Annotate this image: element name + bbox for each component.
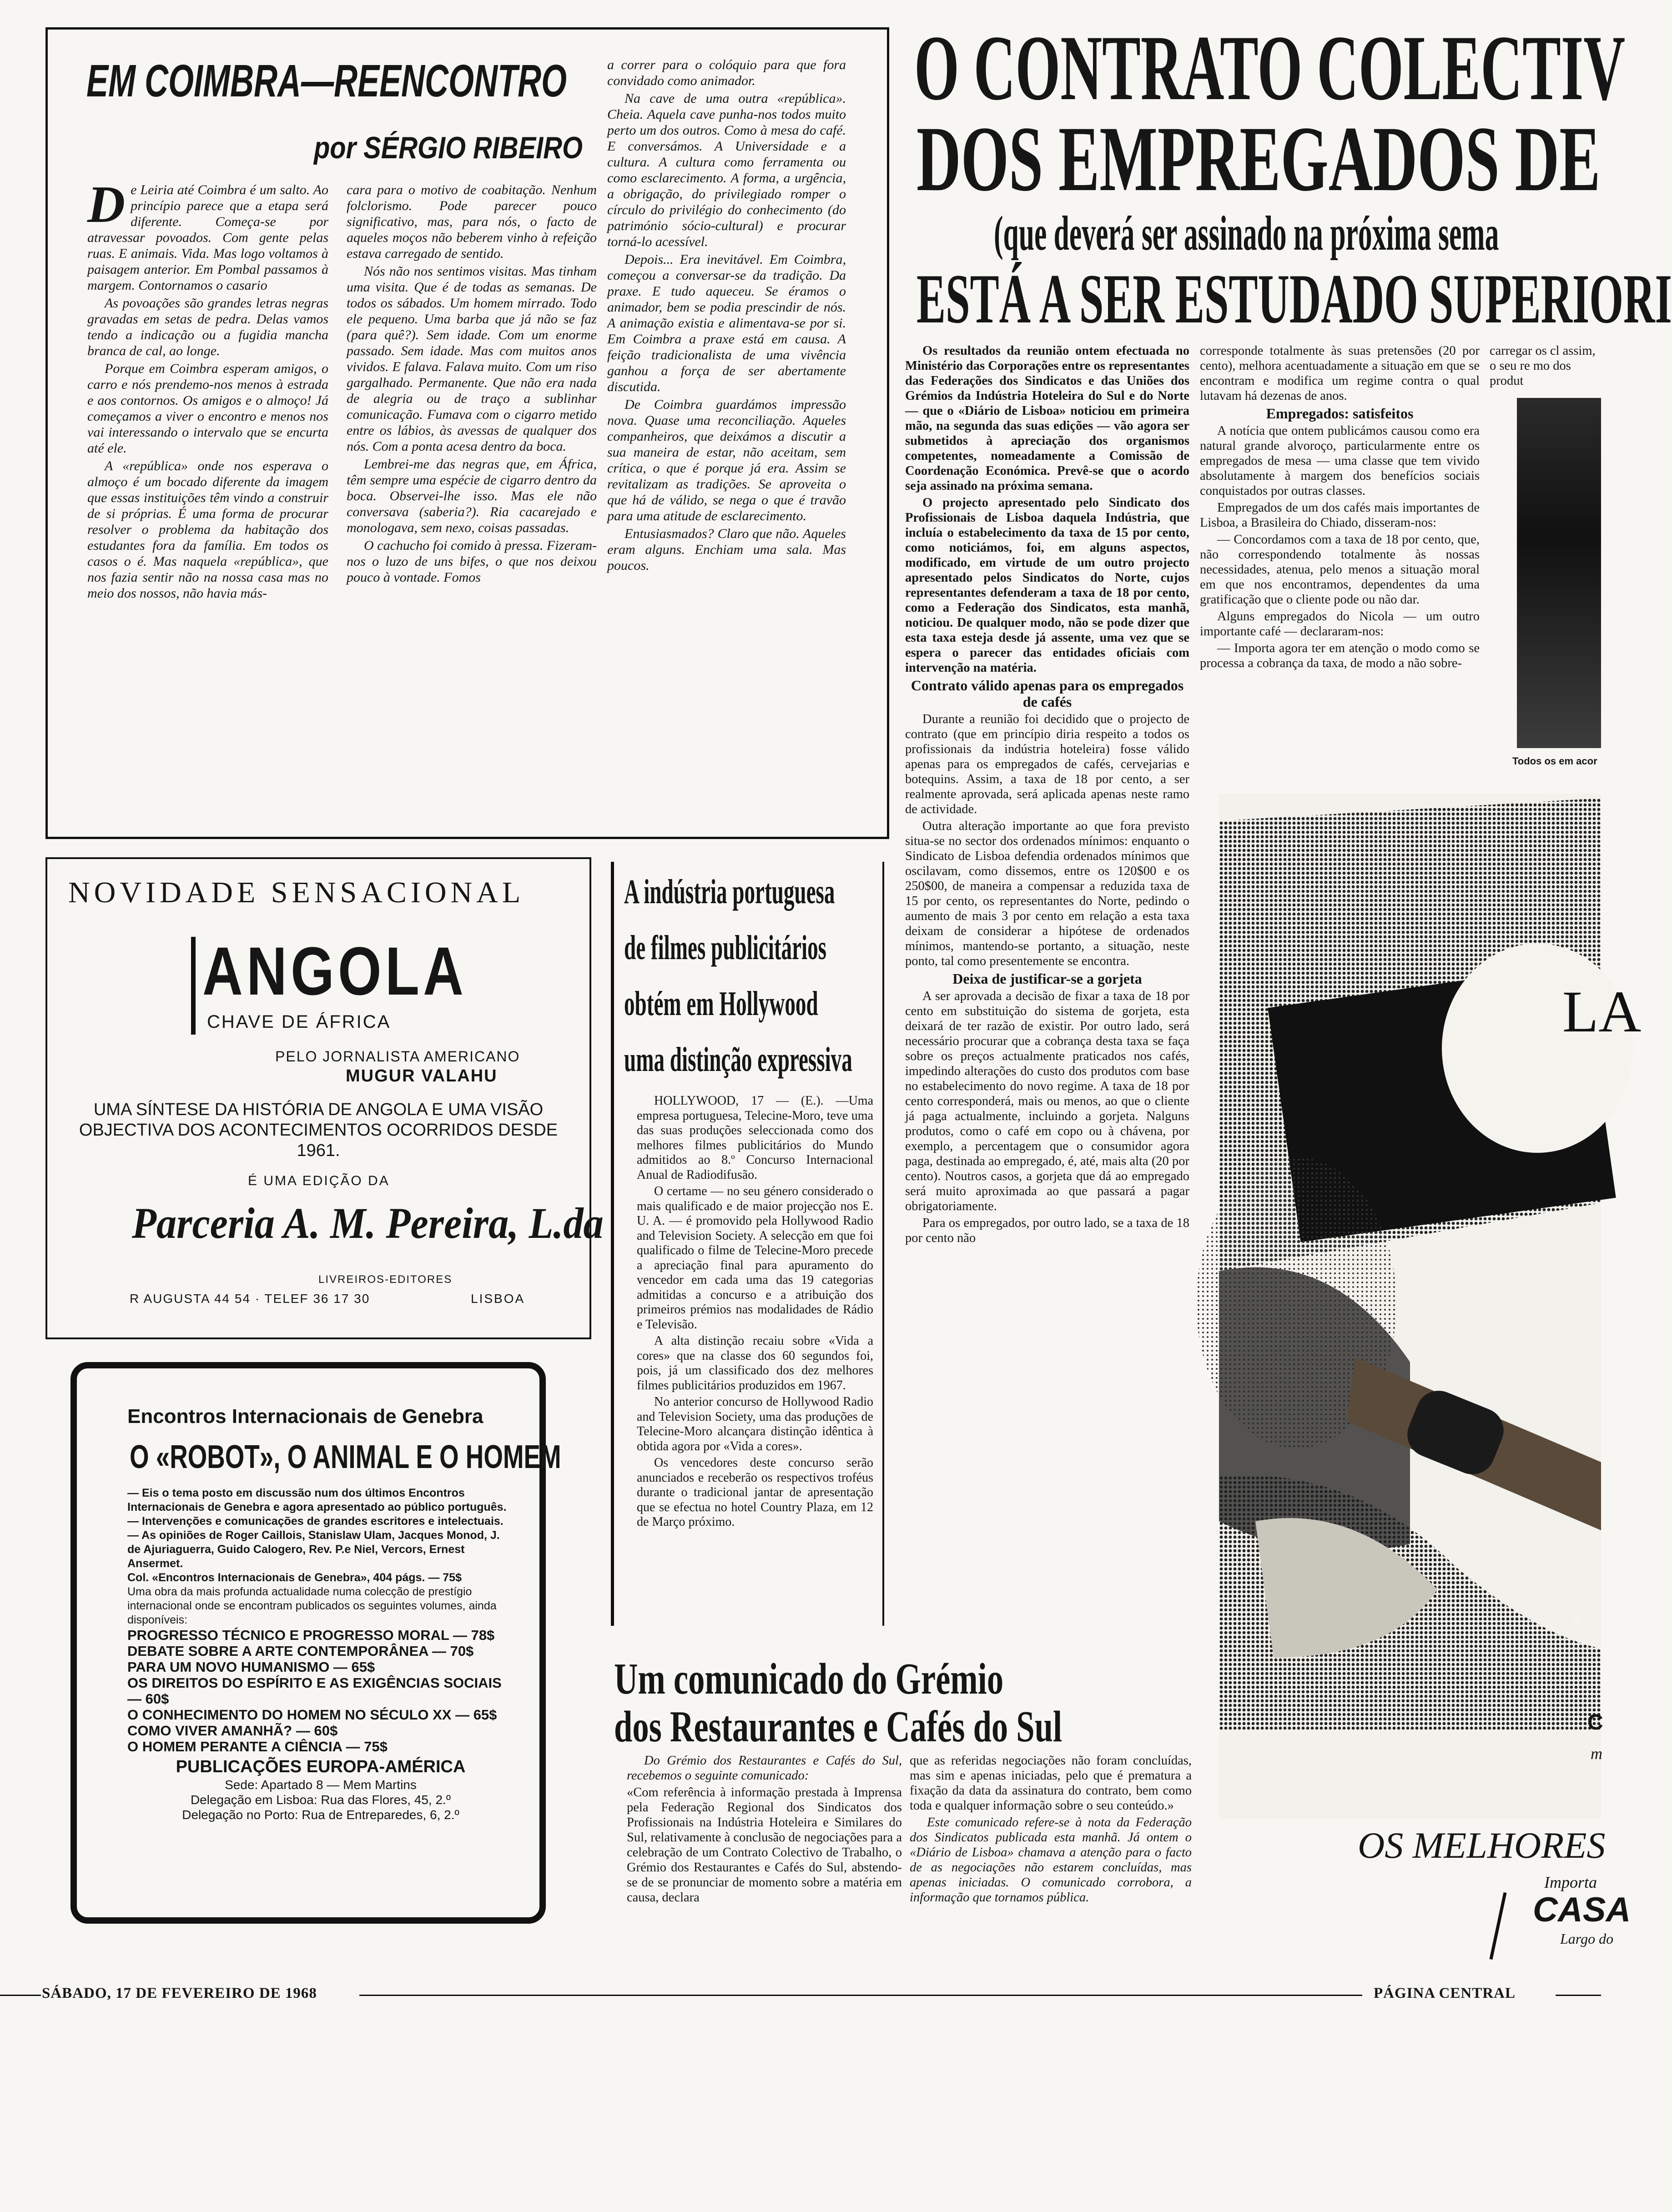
angola-address: R AUGUSTA 44 54 · TELEF 36 17 30 bbox=[130, 1292, 370, 1306]
robot-bullet: — Intervenções e comunicações de grandes escritores e intelectuais. bbox=[127, 1515, 504, 1528]
robot-address: Sede: Apartado 8 — Mem Martins bbox=[225, 1778, 417, 1792]
coimbra-col-2: cara para o motivo de coabitação. Nenhum folclorismo. Pode parecer pouco significativo, mas, para nós, o facto de aqueles moços não beberem vinho à refeição estava carregado de sentido. Nós não nos sentimos visitas. Mas tinham uma visita. Que é de todas as semanas. De todos os sábados. Um homem mirrado. Todo ele pequeno. Uma barba que já não se faz (para quê?). Sem idade. Com um enorme passado. Sem idade. Mas com muitos anos vividos. E falava. Falava muito. Com um riso gargalhado. Permanente. Que não era nada de alegria ou de traço a sublinhar comunicação. Fumava com o cigarro metido entre os lábios, às avessas de qualquer dos nós. Com a ponta acesa dentro da boca. Lembrei-me das negras que, em África, têm sempre uma espécie de cigarro dentro da boca. Observei-lhe isso. Mas ele não conversava (saberia?). Ria cacarejado e monologava, sem nexo, coisas passadas. O cachucho foi comido à pressa. Fizeram-nos o luzo de uns bifes, o que nos deixou pouco à vontade. Fomos bbox=[347, 182, 597, 585]
robot-volume: PROGRESSO TÉCNICO E PROGRESSO MORAL — 78$ bbox=[127, 1627, 495, 1643]
robot-address: Delegação em Lisboa: Rua das Flores, 45, 2.º bbox=[190, 1793, 451, 1807]
footer-rule-middle bbox=[359, 1995, 1362, 1996]
waiters-photo bbox=[1517, 398, 1601, 748]
cigar-ad-image bbox=[1219, 794, 1601, 1819]
film-left-rule bbox=[611, 862, 614, 1626]
robot-address: Delegação no Porto: Rua de Entreparedes, 6, 2.º bbox=[182, 1808, 459, 1822]
photo-caption: Todos os em acor bbox=[1512, 755, 1597, 767]
robot-intro: Uma obra da mais profunda actualidade numa colecção de prestígio internacional onde se encontram publicados os seguintes volumes, ainda disponíveis: bbox=[127, 1585, 497, 1626]
angola-edition-line: É UMA EDIÇÃO DA bbox=[248, 1173, 390, 1188]
robot-body bbox=[127, 1486, 514, 1822]
robot-volume: DEBATE SOBRE A ARTE CONTEMPORÂNEA — 70$ bbox=[127, 1643, 474, 1659]
robot-collection: Col. «Encontros Internacionais de Genebra», 404 págs. — 75$ bbox=[127, 1571, 462, 1584]
gremio-headline-2: dos Restaurantes e Cafés do Sul bbox=[614, 1702, 1063, 1751]
angola-subtitle: CHAVE DE ÁFRICA bbox=[207, 1012, 391, 1032]
cigar-importer-name: CASA bbox=[1533, 1890, 1631, 1929]
gremio-headline-1: Um comunicado do Grémio bbox=[614, 1654, 1004, 1704]
robot-volume: OS DIREITOS DO ESPÍRITO E AS EXIGÊNCIAS SOCIAIS — 60$ bbox=[127, 1675, 502, 1707]
cigar-side-letter-c: C bbox=[1587, 1710, 1603, 1734]
angola-ad-box bbox=[45, 857, 591, 1339]
contract-subhead-2: Deixa de justificar-se a gorjeta bbox=[952, 970, 1142, 987]
robot-volume: O CONHECIMENTO DO HOMEM NO SÉCULO XX — 65$ bbox=[127, 1707, 497, 1723]
robot-title: O «ROBOT», O ANIMAL E O HOMEM bbox=[130, 1439, 561, 1475]
contract-subhead-1: Contrato válido apenas para os empregados de cafés bbox=[911, 677, 1184, 710]
cigar-ad-divider bbox=[1489, 1892, 1506, 1960]
cigar-side-letter-m: m bbox=[1591, 1744, 1602, 1763]
gremio-intro: Do Grémio dos Restaurantes e Cafés do Sul, recebemos o seguinte comunicado: bbox=[627, 1754, 902, 1783]
coimbra-dropcap: D bbox=[87, 176, 126, 233]
footer-rule-left bbox=[0, 1995, 41, 1996]
robot-volume: O HOMEM PERANTE A CIÊNCIA — 75$ bbox=[127, 1739, 388, 1755]
film-right-rule bbox=[882, 862, 884, 1626]
robot-volume: COMO VIVER AMANHÃ? — 60$ bbox=[127, 1723, 338, 1739]
contract-subhead-3: Empregados: satisfeitos bbox=[1266, 405, 1414, 422]
cigar-brand: LA bbox=[1562, 979, 1642, 1045]
angola-title: ANGOLA bbox=[202, 933, 468, 1009]
angola-author-line: PELO JORNALISTA AMERICANO bbox=[275, 1048, 520, 1065]
film-body: HOLLYWOOD, 17 — (E.). —Uma empresa portuguesa, Telecine-Moro, teve uma das suas produções seleccionada como dos melhores filmes publicitários do Mundo admitidos ao 8.º Concurso Internacional Anual de Radiodifusão. O certame — no seu género considerado o mais qualificado e de maior projecção nos E. U. A. — é promovido pela Hollywood Radio and Television Society. A selecção em que foi qualificado o filme de Telecine-Moro precede a apreciação final para apuramento do vencedor em cada uma das 19 categorias admitidas a concurso e a atribuição dos primeiros prémios nas modalidades de Rádio e Televisão. A alta distinção recaiu sobre «Vida a cores» que na classe dos 60 segundos foi, pois, já um classificado dos dez melhores filmes publicitários produzidos em 1967. No anterior concurso de Hollywood Radio and Television Society, uma das produções de Telecine-Moro alcançara distinção idêntica à obtida agora por «Vida a cores». Os vencedores deste concurso serão anunciados e receberão os respectivos troféus durante o tradicional jantar de apresentação que se efectua no hotel Country Plaza, em 12 de Março próximo. bbox=[637, 1094, 873, 1529]
contract-headline-3: ESTÁ A SER ESTUDADO SUPERIORI bbox=[917, 260, 1672, 338]
cigar-importer-label: Importa bbox=[1544, 1873, 1597, 1891]
contract-headline-2: DOS EMPREGADOS DE bbox=[917, 107, 1601, 211]
robot-publisher: PUBLICAÇÕES EUROPA-AMÉRICA bbox=[176, 1757, 466, 1776]
cigar-illustration bbox=[1219, 794, 1601, 1819]
coimbra-col-1: De Leiria até Coimbra é um salto. Ao princípio parece que a etapa será diferente. Começa-se por atravessar povoados. Com gente pelas ruas. E animais. Vida. Mas logo voltamos à paisagem anterior. Em Pombal passamos à margem. Contornamos o casario As povoações são grandes letras negras gravadas em setas de pedra. Delas vamos tendo a indicação ou a fugidia mancha branca de cal, ao longe. Porque em Coimbra esperam amigos, o carro e nós prendemo-nos menos à estrada e aos contornos. Os amigos e o almoço! Já começamos a viver o encontro e menos nos vai interessando o intervalo que se encurta até ele. A «república» onde nos esperava o almoço é um bocado diferente da imagem que essas instituições têm vindo a construir de si próprias. É uma forma de procurar resolver o problema da habitação dos estudantes fora da família. Em todos os casos o é. Mas naquela «república», que nos fazia sentir não na nossa casa mas no meio dos nossos, não havia más- bbox=[87, 176, 328, 601]
angola-title-bar bbox=[191, 937, 196, 1035]
contract-col-2: corresponde totalmente às suas pretensões (20 por cento), melhora acentuadamente a situação em que se encontram e modifica um regime contra o qual lutavam há dezenas de anos. Empregados: satisfeitos A notícia que ontem publicámos causou como era natural grande alvoroço, particularmente entre os empregados de mesa — uma classe que tem vivido absolutamente à margem dos benefícios sociais conquistados por outras classes. Empregados de um dos cafés mais importantes de Lisboa, a Brasileira do Chiado, disseram-nos: — Concordamos com a taxa de 18 por cento, que, não correspondendo totalmente às nossas necessidades, atenua, pelo menos a situação moral em que nos encontramos, dependentes da uma gratificação que o cliente pode ou não dar. Alguns empregados do Nicola — um outro importante café — declararam-nos: — Importa agora ter em atenção o modo como se processa a cobrança da taxa, de modo a não sobre- bbox=[1200, 344, 1480, 670]
robot-volume: PARA UM NOVO HUMANISMO — 65$ bbox=[127, 1659, 375, 1675]
robot-bullet: — Eis o tema posto em discussão num dos últimos Encontros Internacionais de Genebra e agora apresentado ao público português. bbox=[127, 1487, 507, 1513]
gremio-col-2: que as referidas negociações não foram concluídas, mas sim e apenas iniciadas, pelo que é prematura a fixação da data da assinatura do contrato, bem como toda e qualquer informação sobre o seu conteúdo.» Este comunicado refere-se à nota da Federação dos Sindicatos publicada esta manhã. Já ontem o «Diário de Lisboa» chamava a atenção para o facto de as negociações não estarem concluídas, mas apenas iniciadas. O comunicado corrobora, a informação que tornamos pública. bbox=[910, 1754, 1192, 1905]
contract-headline-1: O CONTRATO COLECTIV bbox=[914, 16, 1626, 120]
cigar-address: Largo do bbox=[1560, 1930, 1614, 1947]
angola-description: UMA SÍNTESE DA HISTÓRIA DE ANGOLA E UMA VISÃO OBJECTIVA DOS ACONTECIMENTOS OCORRIDOS DESDE 1961. bbox=[79, 1100, 558, 1160]
gremio-col-1: Do Grémio dos Restaurantes e Cafés do Sul, recebemos o seguinte comunicado: «Com referência à informação prestada à Imprensa pela Federação Regional dos Sindicatos dos Profissionais na Indústria Hoteleira e Similares do Sul, relativamente à conclusão de negociações para a celebração de um Contrato Colectivo de Trabalho, o Grémio dos Restaurantes e Cafés do Sul, abstendo-se de se pronunciar de momento sobre a matéria em causa, declara bbox=[627, 1754, 902, 1905]
coimbra-title: EM COIMBRA—REENCONTRO bbox=[86, 55, 567, 106]
footer-date: SÁBADO, 17 DE FEVEREIRO DE 1968 bbox=[42, 1985, 317, 2001]
contract-subhead: (que deverá ser assinado na próxima sema bbox=[994, 206, 1499, 261]
film-headline: A indústria portuguesa de filmes publicitários obtém em Hollywood uma distinção expressiva bbox=[624, 873, 852, 1079]
coimbra-col-3: a correr para o colóquio para que fora convidado como animador. Na cave de uma outra «república». Cheia. Aquela cave punha-nos todos muito perto um dos outros. Como à mesa do café. E conversámos. A Universidade e a cultura. A cultura como ferramenta ou como esclarecimento. A forma, a urgência, a obrigação, do privilegiado romper o círculo do privilégio do conhecimento (do património sócio-cultural) e procurar torná-lo acessível. Depois... Era inevitável. Em Coimbra, começou a conversar-se da tradição. Da praxe. E tudo aqueceu. Se éramos o animador, bem se podia prescindir de nós. A animação existia e alimentava-se por si. Em Coimbra a praxe está em causa. A feição tradicionalista de uma vivência ganhou a força de ser abertamente discutida. De Coimbra guardámos impressão nova. Quase uma reconciliação. Aqueles companheiros, que deixámos a discutir a sua maneira de estar, não aceitam, sem crítica, o que é porque já era. Assim se revitalizam as tradições. Se aproveita o que há de válido, se nega o que é travão para uma atitude de esclarecimento. Entusiasmados? Claro que não. Aqueles eram alguns. Enchiam uma sala. Mas poucos. bbox=[607, 57, 846, 573]
angola-publisher-sub: LIVREIROS-EDITORES bbox=[318, 1273, 453, 1286]
footer-rule-right bbox=[1556, 1995, 1601, 1996]
coimbra-byline: por SÉRGIO RIBEIRO bbox=[314, 131, 583, 165]
footer-section: PÁGINA CENTRAL bbox=[1374, 1985, 1516, 2001]
angola-author: MUGUR VALAHU bbox=[346, 1066, 498, 1086]
cigar-tagline: OS MELHORES bbox=[1358, 1825, 1606, 1866]
robot-bullet: — As opiniões de Roger Caillois, Stanislaw Ulam, Jacques Monod, J. de Ajuriaguerra, Guido Calogero, Rev. P.e Niel, Vercors, Ernest Ansermet. bbox=[127, 1529, 500, 1570]
angola-banner: NOVIDADE SENSACIONAL bbox=[68, 876, 525, 909]
robot-series: Encontros Internacionais de Genebra bbox=[127, 1405, 483, 1428]
contract-col-1: Os resultados da reunião ontem efectuada no Ministério das Corporações entre os representantes das Federações dos Sindicatos e das Uniões dos Grémios da Indústria Hoteleira do Sul e do Norte — que o «Diário de Lisboa» noticiou em primeira mão, na segunda das suas edições — vão agora ser submetidos à apreciação dos organismos competentes, nomeadamente a Comissão de Coordenação Económica. Prevê-se que o acordo seja assinado na próxima semana. O projecto apresentado pelo Sindicato dos Profissionais de Lisboa daquela Indústria, que incluía o estabelecimento da taxa de 15 por cento, como noticiámos, foi, em alguns aspectos, modificado, em virtude de um outro projecto apresentado pelos Sindicatos do Norte, cujos representantes defenderam a taxa de 18 por cento, como a Federação dos Sindicatos, esta manhã, noticiou. De qualquer modo, não se pode dizer que esta taxa esteja desde já assente, uma vez que se espera o parecer das entidades oficiais com intervenção na matéria. Contrato válido apenas para os empregados de cafés Durante a reunião foi decidido que o projecto de contrato (que em princípio diria respeito a todos os profissionais da indústria hoteleira) fosse válido apenas para os empregados de cafés, cervejarias e botequins. Assim, a taxa de 18 por cento, a ser realmente aprovada, será aplicada apenas neste ramo de actividade. Outra alteração importante ao que fora previsto situa-se no sector dos ordenados mínimos: enquanto o Sindicato de Lisboa defendia ordenados mínimos que oscilavam, como dissemos, entre os 120$00 e os 250$00, de maneira a compensar a reduzida taxa de 15 por cento, os representantes do Norte, pedindo o aumento de mais 3 por cento em relação a esta taxa deixam de considerar a hipótese de ordenados mínimos, mantendo-se portanto, a situação, neste ponto, tal como presentemente se encontra. Deixa de justificar-se a gorjeta A ser aprovada a decisão de fixar a taxa de 18 por cento em substituição do sistema de gorjeta, esta deixará de ter razão de existir. Por outro lado, será necessário procurar que a cobrança desta taxa se faça sobre os preços actualmente praticados nos cafés, impedindo alterações do custo dos produtos com base no estabelecimento do novo regime. A taxa de 18 por cento corresponderá, mais ou menos, ao que o cliente já paga actualmente, incluindo a gorjeta. Nalguns produtos, como o café em copo ou à chávena, por exemplo, a percentagem que o consumidor agora paga, destinada ao empregado, é, até, mais alta (20 por cento). Noutros casos, a gorjeta que dá ao empregado será muito aproximada ao que passará a pagar obrigatoriamente. Para os empregados, por outro lado, se a taxa de 18 por cento não bbox=[905, 344, 1189, 1245]
angola-city: LISBOA bbox=[471, 1292, 525, 1306]
contract-col-3: carregar os cl assim, o seu re mo dos produt bbox=[1490, 344, 1596, 388]
angola-publisher: Parceria A. M. Pereira, L.da bbox=[132, 1199, 604, 1247]
